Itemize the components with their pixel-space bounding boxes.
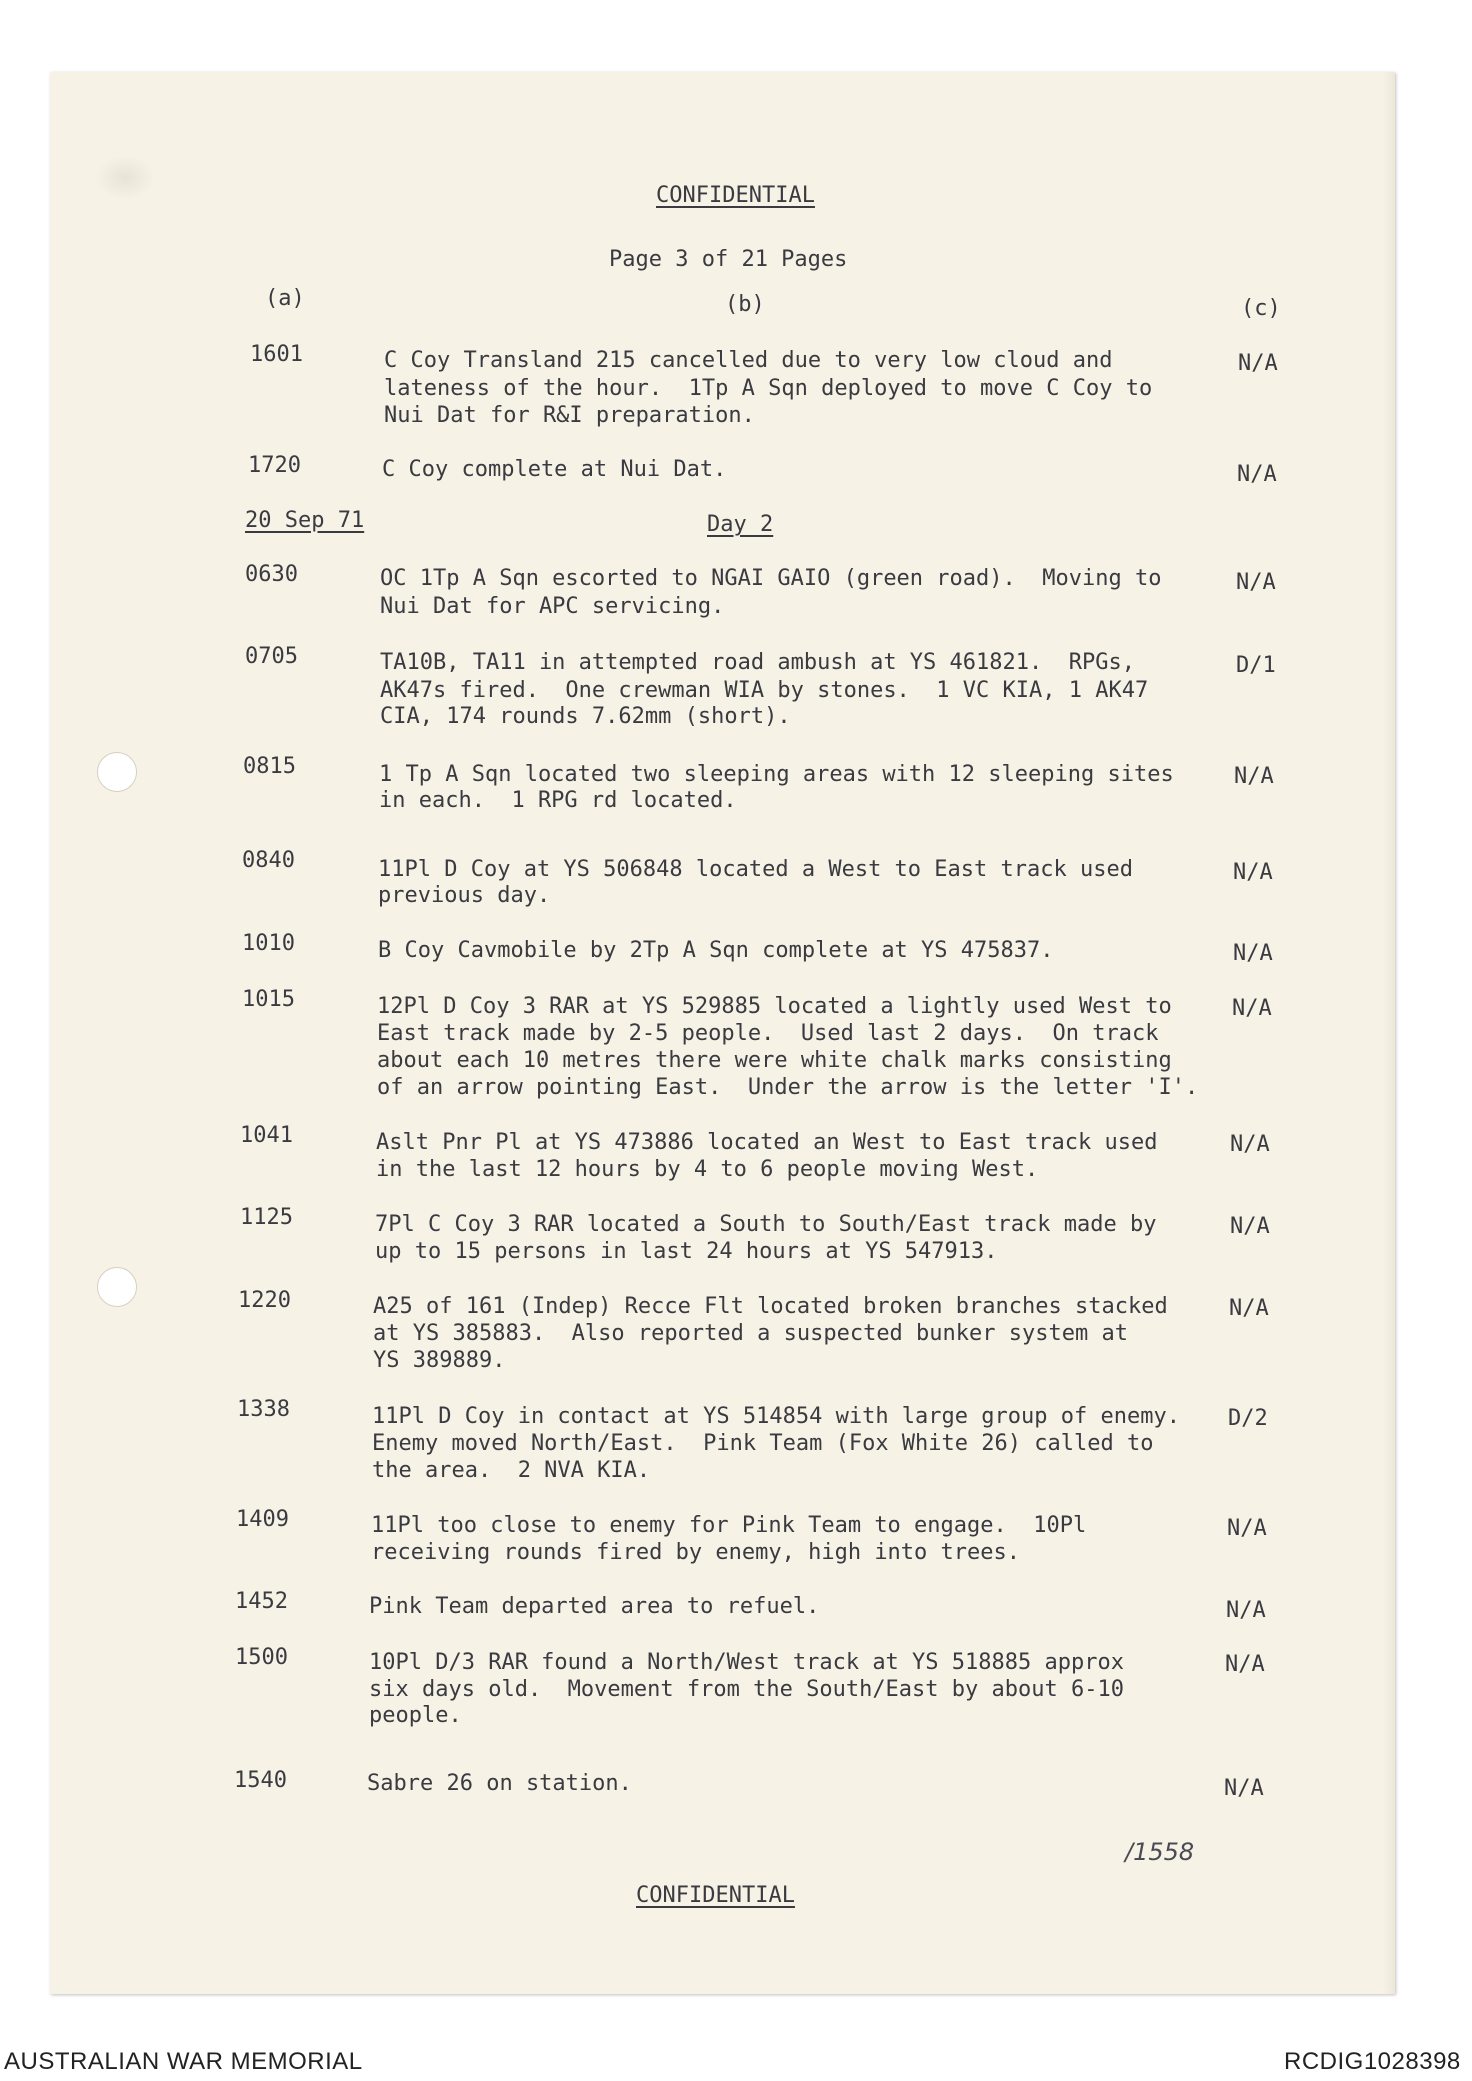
- entry-text-line: A25 of 161 (Indep) Recce Flt located broken branches stacked: [373, 1294, 1168, 1319]
- entry-text-line: 11Pl D Coy at YS 506848 located a West to East track used: [378, 857, 1133, 882]
- entry-time: 0630: [245, 562, 298, 587]
- entry-text-line: 7Pl C Coy 3 RAR located a South to South/East track made by: [375, 1212, 1157, 1237]
- entry-text-line: East track made by 2-5 people. Used last 2 days. On track: [377, 1021, 1159, 1046]
- entry-text-line: in each. 1 RPG rd located.: [379, 788, 737, 813]
- entry-text-line: in the last 12 hours by 4 to 6 people moving West.: [376, 1157, 1039, 1182]
- entry-text-line: people.: [369, 1703, 462, 1728]
- day-date: 20 Sep 71: [245, 508, 365, 533]
- entry-text-line: the area. 2 NVA KIA.: [372, 1458, 651, 1483]
- entry-text-line: Sabre 26 on station.: [367, 1771, 632, 1796]
- entry-time: 1720: [248, 453, 301, 478]
- entry-ref: D/2: [1228, 1406, 1268, 1431]
- page-edge-shadow: [1383, 72, 1395, 1994]
- entry-time: 1500: [235, 1645, 288, 1670]
- entry-time: 1015: [242, 987, 295, 1012]
- entry-text-line: OC 1Tp A Sqn escorted to NGAI GAIO (green road). Moving to: [380, 566, 1162, 591]
- paper-smudge: [95, 155, 155, 200]
- entry-ref: N/A: [1230, 1214, 1270, 1239]
- entry-time: 0815: [243, 754, 296, 779]
- entry-text-line: Aslt Pnr Pl at YS 473886 located an West to East track used: [376, 1130, 1158, 1155]
- continuation-note: /1558: [1125, 1838, 1195, 1866]
- entry-text-line: 10Pl D/3 RAR found a North/West track at YS 518885 approx: [369, 1650, 1124, 1675]
- entry-text-line: 11Pl D Coy in contact at YS 514854 with large group of enemy.: [372, 1404, 1180, 1429]
- entry-ref: N/A: [1233, 860, 1273, 885]
- entry-text-line: 1 Tp A Sqn located two sleeping areas with 12 sleeping sites: [379, 762, 1174, 787]
- entry-text-line: previous day.: [378, 883, 551, 908]
- entry-time: 1601: [250, 342, 303, 367]
- entry-time: 1409: [236, 1507, 289, 1532]
- entry-ref: N/A: [1238, 351, 1278, 376]
- entry-text-line: AK47s fired. One crewman WIA by stones. 1 VC KIA, 1 AK47: [380, 678, 1149, 703]
- classification-top: CONFIDENTIAL: [656, 183, 815, 208]
- entry-time: 1338: [237, 1397, 290, 1422]
- entry-ref: N/A: [1225, 1652, 1265, 1677]
- entry-ref: N/A: [1227, 1516, 1267, 1541]
- entry-ref: N/A: [1232, 996, 1272, 1021]
- entry-text-line: 12Pl D Coy 3 RAR at YS 529885 located a lightly used West to: [377, 994, 1172, 1019]
- entry-ref: N/A: [1224, 1776, 1264, 1801]
- entry-time: 1010: [242, 931, 295, 956]
- archive-footer-right: RCDIG1028398: [1284, 2048, 1461, 2075]
- entry-ref: N/A: [1237, 462, 1277, 487]
- entry-text-line: Pink Team departed area to refuel.: [369, 1594, 820, 1619]
- entry-text-line: about each 10 metres there were white chalk marks consisting: [377, 1048, 1172, 1073]
- entry-text-line: receiving rounds fired by enemy, high into trees.: [371, 1540, 1021, 1565]
- entry-time: 1452: [235, 1589, 288, 1614]
- punch-hole-top: [97, 752, 137, 792]
- entry-ref: N/A: [1229, 1296, 1269, 1321]
- entry-text-line: lateness of the hour. 1Tp A Sqn deployed to move C Coy to: [384, 376, 1153, 401]
- entry-time: 0705: [245, 644, 298, 669]
- entry-time: 1540: [234, 1768, 287, 1793]
- entry-text-line: at YS 385883. Also reported a suspected bunker system at: [373, 1321, 1128, 1346]
- entry-text-line: CIA, 174 rounds 7.62mm (short).: [380, 704, 791, 729]
- entry-text-line: up to 15 persons in last 24 hours at YS 547913.: [375, 1239, 998, 1264]
- entry-text-line: Nui Dat for R&I preparation.: [384, 403, 755, 428]
- archive-footer-left: AUSTRALIAN WAR MEMORIAL: [4, 2048, 363, 2075]
- column-c-heading: (c): [1241, 296, 1281, 321]
- entry-text-line: C Coy Transland 215 cancelled due to very low cloud and: [384, 348, 1113, 373]
- entry-time: 1220: [238, 1288, 291, 1313]
- entry-text-line: Nui Dat for APC servicing.: [380, 594, 725, 619]
- punch-hole-bottom: [97, 1267, 137, 1307]
- entry-text-line: Enemy moved North/East. Pink Team (Fox White 26) called to: [372, 1431, 1154, 1456]
- entry-ref: D/1: [1236, 653, 1276, 678]
- entry-ref: N/A: [1230, 1132, 1270, 1157]
- column-b-heading: (b): [725, 292, 765, 317]
- entry-ref: N/A: [1236, 570, 1276, 595]
- day-label: Day 2: [707, 512, 774, 537]
- entry-text-line: C Coy complete at Nui Dat.: [382, 457, 727, 482]
- column-a-heading: (a): [265, 286, 305, 311]
- entry-time: 1125: [240, 1205, 293, 1230]
- entry-time: 0840: [242, 848, 295, 873]
- page-label: Page 3 of 21 Pages: [609, 247, 848, 272]
- entry-text-line: 11Pl too close to enemy for Pink Team to engage. 10Pl: [371, 1513, 1087, 1538]
- entry-ref: N/A: [1233, 941, 1273, 966]
- entry-text-line: B Coy Cavmobile by 2Tp A Sqn complete at YS 475837.: [378, 938, 1054, 963]
- entry-ref: N/A: [1226, 1598, 1266, 1623]
- entry-text-line: six days old. Movement from the South/East by about 6-10: [369, 1677, 1124, 1702]
- classification-bottom: CONFIDENTIAL: [636, 1883, 795, 1908]
- entry-ref: N/A: [1234, 764, 1274, 789]
- entry-text-line: of an arrow pointing East. Under the arrow is the letter 'I'.: [377, 1075, 1199, 1100]
- entry-text-line: TA10B, TA11 in attempted road ambush at YS 461821. RPGs,: [380, 650, 1135, 675]
- entry-text-line: YS 389889.: [373, 1348, 506, 1373]
- entry-time: 1041: [240, 1123, 293, 1148]
